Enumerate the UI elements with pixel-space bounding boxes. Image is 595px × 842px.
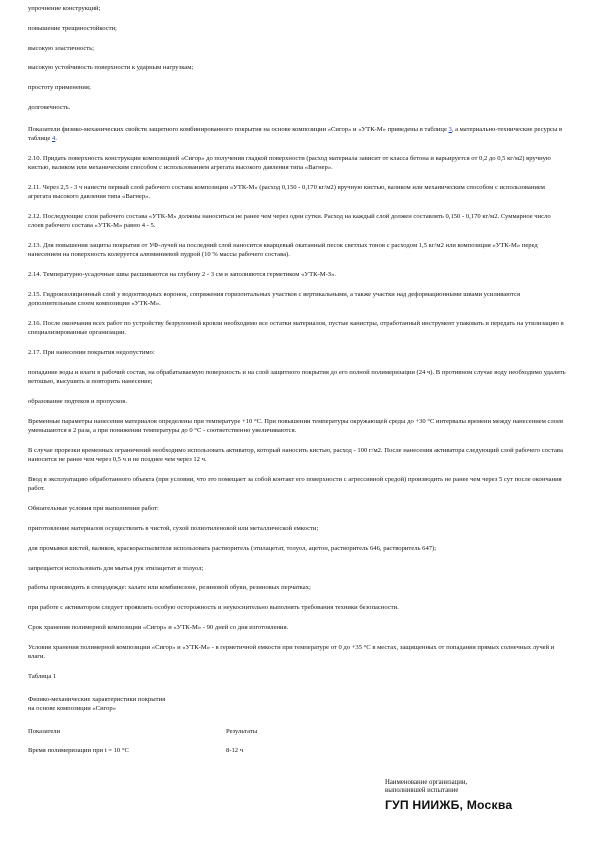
- clause-text: Температурно-усадочные швы расшиваются на глубину 2 - 3 см и заполняются герметиком «УТК-М-З».: [42, 271, 337, 279]
- storage-conditions-paragraph: Условия хранения полимерной композиции «Сигор» и «УТК-М» - в герметичной емкости при температуре от 0 до +35 °С в местах, защищенных от попадания прямых солнечных лучей и влаги.: [28, 643, 555, 661]
- table-header-row: [28, 724, 368, 738]
- table-4-link[interactable]: 4: [52, 135, 56, 143]
- clause-2-13: [28, 241, 567, 260]
- forbidden-item: образование подтеков и пропусков.: [28, 398, 128, 406]
- clause-text: После окончания всех работ по устройству безрулонной кровли необходимо все остатки материалов, пустые канистры, отработанный инструмент упаковать и передать на утилизацию в специализированные организации.: [28, 320, 564, 337]
- table-title: [28, 695, 567, 714]
- table-cell-result: 8-12 ч: [226, 746, 244, 754]
- table-3-link[interactable]: 3: [448, 125, 452, 133]
- clause-2-16: [28, 319, 567, 338]
- clause-2-15: [28, 290, 567, 309]
- clause-2-14: [28, 270, 567, 279]
- intro-paragraph: [28, 125, 567, 144]
- testing-organization-stamp: [385, 779, 545, 812]
- table-header-results: Результаты: [226, 727, 258, 735]
- list-item: повышение трещиностойкости;: [28, 24, 117, 32]
- list-item: простоту применения;: [28, 84, 91, 92]
- table-header-indicators: Показатели: [28, 727, 61, 735]
- timing-paragraph: Ввод в эксплуатацию обработанного объекта (при условии, что это помещает за собой контакт его поверхности с агрессивной средой) производить не ранее чем через 5 сут после окончания работ.: [28, 476, 562, 493]
- timing-paragraph: В случае прорезки временных ограничений необходимо использовать активатор, который наносить кистью, расход - 100 г/м2. После нанесения активатора следующий слой рабочего состава наносится не ранее чем через 0,5 ч и не позднее чем через 12 ч.: [28, 447, 563, 464]
- condition-item: запрещается использовать для мытья рук этилацетат и толуол;: [28, 564, 204, 572]
- table-cell-indicator: Время полимеризации при t = 10 °С: [28, 746, 129, 754]
- clause-text: Гидроизоляционный слой у водоотводных воронок, сопряжения горизонтальных участков с вертикальными, а также участки над деформационными швами усиливаются дополнительным слоем композиции «УТК-М».: [28, 291, 520, 308]
- condition-item: при работе с активатором следует проявлять особую осторожность и неукоснительно выполнять требования техники безопасности.: [28, 604, 399, 612]
- list-item: высокую эластичность;: [28, 44, 94, 52]
- intro-text-before: Показатели физико-механических свойств защитного комбинированного покрытия на основе композиции «Сигор» и «УТК-М» приведены в таблице: [28, 125, 449, 133]
- stamp-label: Наименование организации,: [385, 779, 468, 786]
- clause-text: При нанесении покрытия недопустимо:: [42, 349, 155, 357]
- clause-number: 2.14.: [28, 271, 42, 279]
- clause-2-11: [28, 183, 567, 202]
- clause-number: 2.17.: [28, 349, 42, 357]
- intro-text-middle: , а материально-технические ресурсы в таблице: [28, 125, 563, 143]
- clause-2-17: [28, 348, 567, 357]
- timing-paragraph: Временные параметры нанесения материалов определены при температуре +10 °С. При повышении температуры окружающей среды до +30 °С интервалы времени между нанесением слоев уменьшаются в 2 раза, а при понижении температуры до 0 °С - соответственно увеличиваются.: [28, 417, 564, 435]
- clause-2-12: [28, 212, 567, 231]
- condition-item: работы производить в спецодежде: халате или комбинезоне, резиновой обуви, резиновых перчатках;: [28, 584, 311, 592]
- list-item: высокую устойчивость поверхности к ударным нагрузкам;: [28, 64, 194, 72]
- table-row: [28, 746, 368, 760]
- conditions-title: Обязательные условия при выполнении работ:: [28, 505, 159, 513]
- table-title-line: Физико-механические характеристики покрытия: [28, 696, 166, 704]
- table-title-line: на основе композиции «Сигор»: [28, 705, 117, 713]
- clause-number: 2.13.: [28, 242, 42, 250]
- clause-2-10: [28, 154, 567, 173]
- clause-text: Последующие слои рабочего состава «УТК-М» должны наноситься не ранее чем через одни сутки. Расход на каждый слой должен составлять 0,150 - 0,170 кг/м2. Суммарное число слоев рабочего состава «УТК-М» равно 4 - 5.: [28, 213, 551, 230]
- clause-text: Для повышения защиты покрытия от УФ-лучей на последний слой наносится кварцевый окатанный песок светлых тонов с расходом 1,5 кг/м2 или композиция «УТК-М» перед нанесением на поверхность колеруется алюминиевой пудрой (10 % массы рабочего состава).: [28, 242, 538, 259]
- table-caption: Таблица 1: [28, 672, 57, 680]
- list-item: долговечность.: [28, 103, 71, 111]
- clause-number: 2.12.: [28, 213, 42, 221]
- organization-name: ГУП НИИЖБ, Москва: [385, 797, 513, 812]
- intro-text-after: .: [55, 135, 57, 143]
- stamp-label: выполнившей испытание: [385, 787, 459, 795]
- list-item: упрочнение конструкций;: [28, 5, 101, 12]
- clause-number: 2.10.: [28, 154, 42, 162]
- clause-number: 2.11.: [28, 183, 41, 191]
- shelf-life-paragraph: Срок хранения полимерной композиции «Сигор» и «УТК-М» - 90 дней со дня изготовления.: [28, 623, 289, 631]
- forbidden-item: попадание воды и влаги в рабочий состав, на обрабатываемую поверхность и на слой защитного покрытия до его полной полимеризации (24 ч). В противном случае воду необходимо удалить ветошью, высушить и повторить нанесение;: [28, 369, 566, 386]
- condition-item: для промывки кистей, валиков, краскораспылителя использовать растворитель (этилацетат, толуол, ацетон, растворитель 646, растворитель 647);: [28, 544, 437, 552]
- clause-number: 2.16.: [28, 320, 42, 328]
- clause-text: Через 2,5 - 3 ч нанести первый слой рабочего состава композиции «УТК-М» (расход 0,150 - 0,170 кг/м2) вручную кистью, валиком или механическим способом с использованием агрегата высокого давления типа «Вагнер».: [28, 183, 545, 201]
- condition-item: приготовление материалов осуществлять в чистой, сухой полиэтиленовой или металлической емкости;: [28, 525, 319, 532]
- clause-text: Придать поверхность конструкции композицией «Сигор» до получения гладкой поверхности (расход материала зависит от класса бетона и варьируется от 0,2 до 0,5 кг/м2) вручную кистью, валиком или механическим способом с использованием агрегата высокого давления типа «Вагнер».: [28, 154, 551, 172]
- clause-number: 2.15.: [28, 291, 42, 299]
